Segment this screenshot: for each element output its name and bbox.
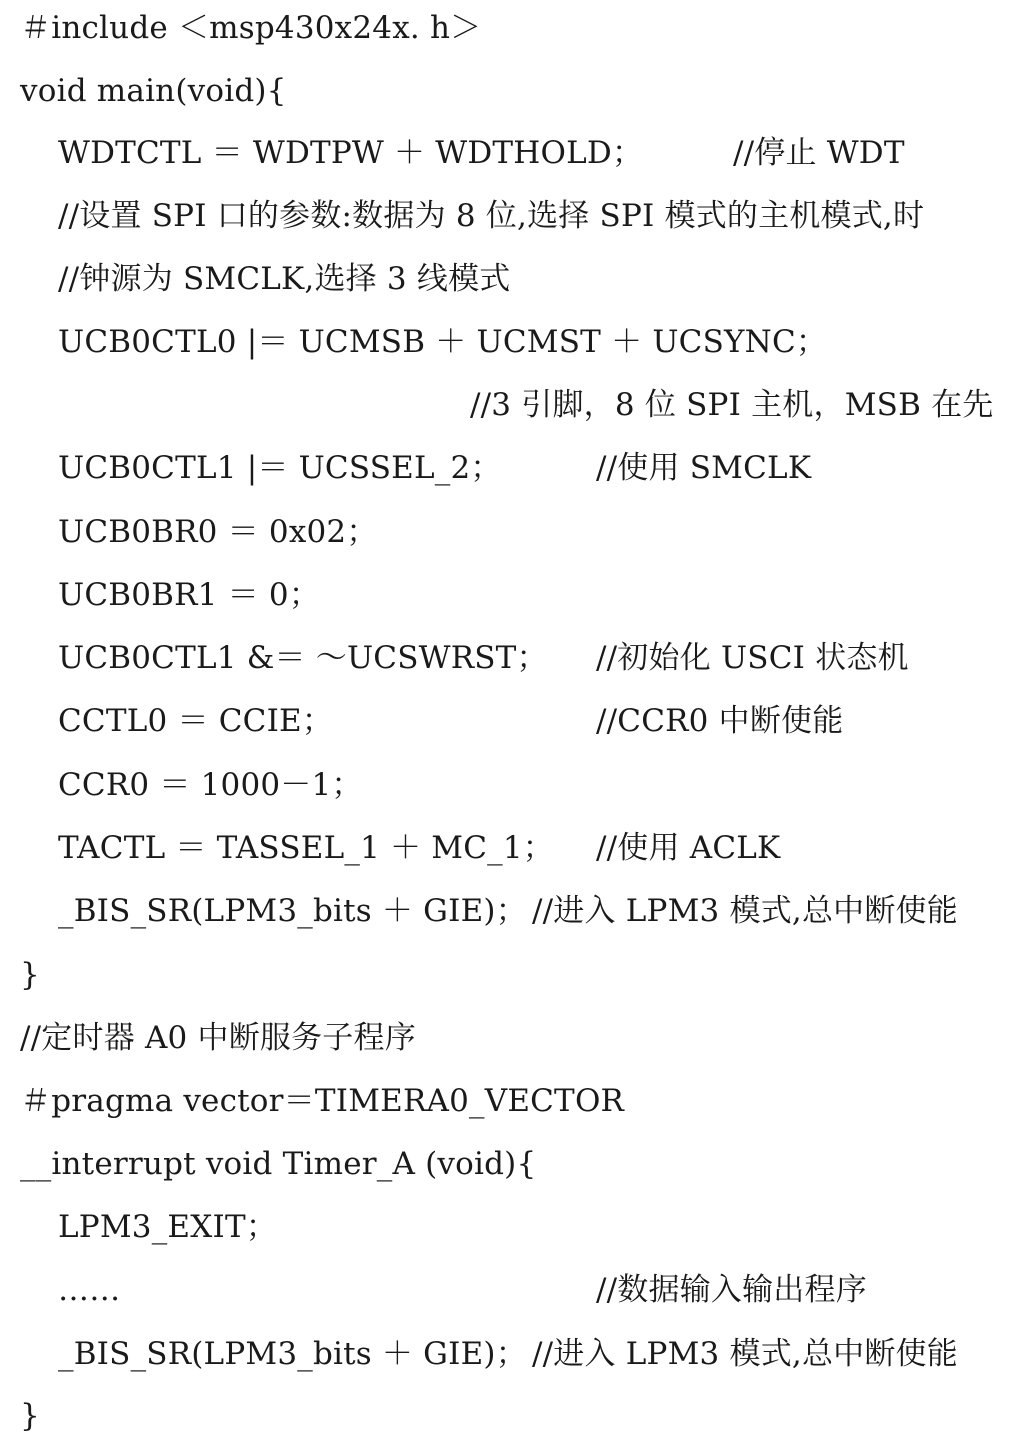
code-text: UCB0BR0 ＝ 0x02； <box>58 514 378 550</box>
code-comment: //使用 SMCLK <box>596 450 812 486</box>
code-text: } <box>20 1398 40 1434</box>
code-text: CCR0 ＝ 1000－1； <box>58 767 363 803</box>
code-comment: //停止 WDT <box>733 135 905 171</box>
code-comment: //初始化 USCI 状态机 <box>596 640 909 676</box>
code-text: LPM3_EXIT； <box>58 1209 278 1245</box>
code-comment: //进入 LPM3 模式,总中断使能 <box>532 893 958 929</box>
code-text: ＃include ＜msp430x24x. h＞ <box>20 10 482 46</box>
code-text: //定时器 A0 中断服务子程序 <box>20 1020 416 1056</box>
code-text: UCB0CTL0 |＝ UCMSB ＋ UCMST ＋ UCSYNC； <box>58 324 828 360</box>
code-text: TACTL ＝ TASSEL_1 ＋ MC_1； <box>58 830 554 866</box>
code-text: //设置 SPI 口的参数:数据为 8 位,选择 SPI 模式的主机模式,时 <box>58 198 925 234</box>
code-text: ＃pragma vector＝TIMERA0_VECTOR <box>20 1083 625 1119</box>
code-text: …… <box>58 1272 121 1308</box>
code-comment: //3 引脚，8 位 SPI 主机，MSB 在先 <box>470 387 994 423</box>
code-text: WDTCTL ＝ WDTPW ＋ WDTHOLD； <box>58 135 644 171</box>
code-comment: //进入 LPM3 模式,总中断使能 <box>532 1336 958 1372</box>
code-text: _BIS_SR(LPM3_bits ＋ GIE)； <box>58 893 527 929</box>
code-comment: //使用 ACLK <box>596 830 781 866</box>
code-text: UCB0CTL1 |＝ UCSSEL_2； <box>58 450 502 486</box>
code-text: CCTL0 ＝ CCIE； <box>58 703 334 739</box>
code-text: UCB0BR1 ＝ 0； <box>58 577 321 613</box>
code-text: _BIS_SR(LPM3_bits ＋ GIE)； <box>58 1336 527 1372</box>
code-text: } <box>20 957 40 993</box>
code-text: __interrupt void Timer_A (void){ <box>20 1146 537 1182</box>
code-text: //钟源为 SMCLK,选择 3 线模式 <box>58 261 511 297</box>
code-comment: //数据输入输出程序 <box>596 1272 867 1308</box>
code-comment: //CCR0 中断使能 <box>596 703 844 739</box>
code-text: void main(void){ <box>20 73 287 109</box>
code-text: UCB0CTL1 &＝ ～UCSWRST； <box>58 640 548 676</box>
